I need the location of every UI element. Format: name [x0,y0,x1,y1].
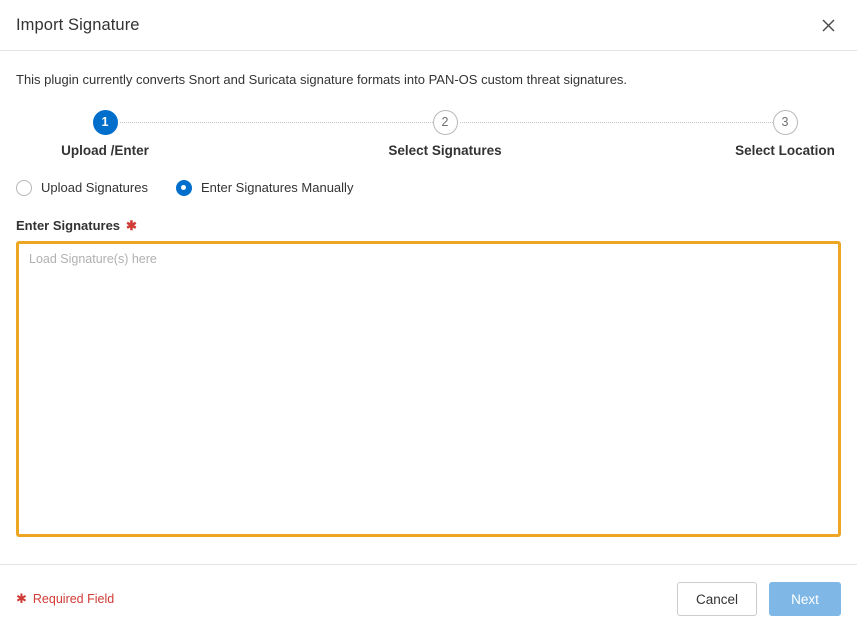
stepper-step-3-label: Select Location [735,142,835,158]
dialog-footer [0,564,857,633]
stepper-step-upload-enter[interactable] [25,110,185,158]
signature-input[interactable] [16,241,841,537]
required-field-note [16,591,114,607]
stepper-step-3-number: 3 [773,110,798,135]
stepper-step-2-label: Select Signatures [388,142,502,158]
radio-option-upload-signatures[interactable] [16,180,148,196]
stepper-connector-2 [460,122,775,124]
radio-option-enter-signatures-manually[interactable] [176,180,353,196]
stepper [16,110,841,166]
radio-label-upload-signatures: Upload Signatures [41,180,148,196]
enter-signatures-label-text: Enter Signatures [16,217,121,233]
next-button[interactable]: Next [769,582,841,616]
required-field-note-text: Required Field [32,592,115,606]
dialog-body [0,51,857,564]
required-asterisk-footer-icon: ✱ [16,591,27,606]
radio-icon-upload-signatures[interactable] [16,180,32,196]
dialog-header [0,0,857,51]
radio-icon-enter-signatures-manually[interactable] [176,180,192,196]
intro-text: This plugin currently converts Snort and Suricata signature formats into PAN-OS custom threat signatures. [16,72,628,87]
required-asterisk-icon: ✱ [126,217,137,233]
signature-textarea-wrapper [16,241,841,564]
stepper-step-1-label: Upload /Enter [61,142,149,158]
signature-source-radio-group [16,176,841,200]
cancel-button[interactable]: Cancel [677,582,757,616]
close-icon[interactable] [815,12,841,38]
stepper-connector-1 [120,122,435,124]
page-title: Import Signature [16,15,140,34]
stepper-step-1-number: 1 [93,110,118,135]
stepper-step-select-signatures[interactable] [365,110,525,158]
enter-signatures-label [16,218,841,233]
footer-buttons [677,582,841,616]
radio-label-enter-signatures-manually: Enter Signatures Manually [200,180,354,196]
stepper-step-2-number: 2 [433,110,458,135]
stepper-step-select-location[interactable] [705,110,857,158]
